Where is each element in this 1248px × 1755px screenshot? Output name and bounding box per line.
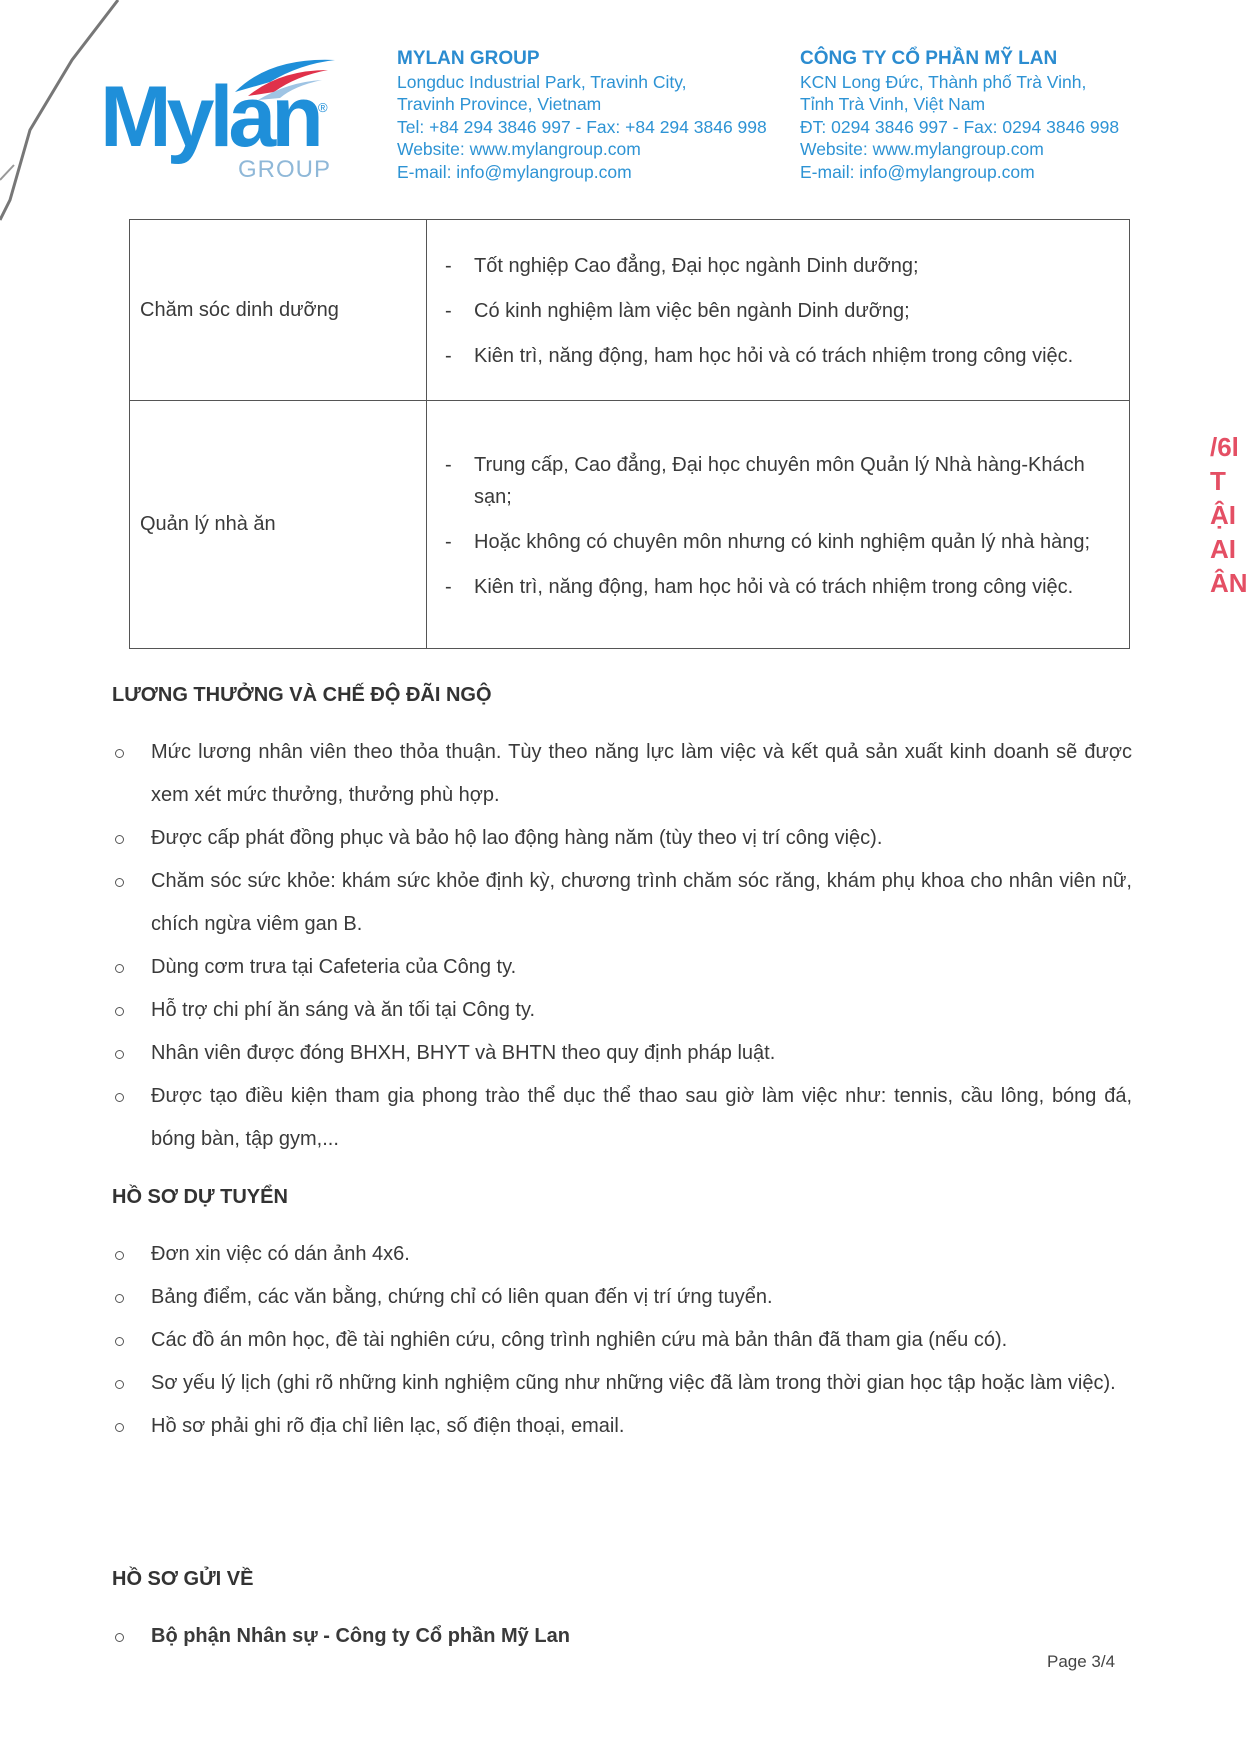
company-address-line: Longduc Industrial Park, Travinh City,: [397, 71, 687, 92]
page-number: Page 3/4: [1047, 1652, 1116, 1671]
company-name-vi: CÔNG TY CỔ PHẦN MỸ LAN: [800, 48, 1058, 69]
list-item: Được cấp phát đồng phục và bảo hộ lao động hàng năm (tùy theo vị trí công việc).: [112, 817, 1132, 860]
list-item: Mức lương nhân viên theo thỏa thuận. Tùy theo năng lực làm việc và kết quả sản xuất kinh doanh sẽ được xem xét mức thưởng, thưởng phù hợp.: [112, 731, 1132, 817]
circle-bullet-icon: [115, 1294, 124, 1303]
requirements-cell: [427, 220, 1130, 401]
mylan-logo: [100, 48, 340, 188]
company-website-line: Website: www.mylangroup.com: [397, 139, 641, 159]
logo-wordmark: Mylan: [100, 69, 319, 165]
send-to-list: [112, 1615, 1132, 1658]
company-phone-line: Tel: +84 294 3846 997 - Fax: +84 294 3846 998: [397, 116, 767, 137]
list-item: Bộ phận Nhân sự - Công ty Cổ phần Mỹ Lan: [112, 1615, 1132, 1658]
list-item: Hồ sơ phải ghi rõ địa chỉ liên lạc, số điện thoại, email.: [112, 1405, 1132, 1448]
list-item: - Hoặc không có chuyên môn nhưng có kinh nghiệm quản lý nhà hàng;: [445, 526, 1117, 558]
list-item: Hỗ trợ chi phí ăn sáng và ăn tối tại Công ty.: [112, 989, 1132, 1032]
list-item: Các đồ án môn học, đề tài nghiên cứu, công trình nghiên cứu mà bản thân đã tham gia (nếu có).: [112, 1319, 1132, 1362]
circle-bullet-icon: [115, 1380, 124, 1389]
circle-bullet-icon: [115, 878, 124, 887]
send-to-heading: HỒ SƠ GỬI VỀ: [112, 1568, 254, 1590]
list-item: - Tốt nghiệp Cao đẳng, Đại học ngành Dinh dưỡng;: [445, 250, 1117, 282]
company-name-en: MYLAN GROUP: [397, 48, 540, 69]
company-email-line: E-mail: info@mylangroup.com: [800, 161, 1035, 182]
list-item: Được tạo điều kiện tham gia phong trào thể dục thể thao sau giờ làm việc như: tennis, cầu lông, bóng đá, bóng bàn, tập gym,...: [112, 1075, 1132, 1161]
position-cell: Quản lý nhà ăn: [130, 401, 427, 649]
circle-bullet-icon: [115, 1251, 124, 1260]
red-stamp: /6l T ẬI AI ÂN: [1210, 432, 1248, 598]
company-email-line: E-mail: info@mylangroup.com: [397, 161, 632, 182]
company-address-line: Tỉnh Trà Vinh, Việt Nam: [800, 94, 986, 114]
list-item: - Có kinh nghiệm làm việc bên ngành Dinh dưỡng;: [445, 295, 1117, 327]
benefits-heading: LƯƠNG THƯỞNG VÀ CHẾ ĐỘ ĐÃI NGỘ: [112, 684, 492, 706]
list-item: Chăm sóc sức khỏe: khám sức khỏe định kỳ, chương trình chăm sóc răng, khám phụ khoa cho nhân viên nữ, chích ngừa viêm gan B.: [112, 860, 1132, 946]
circle-bullet-icon: [115, 749, 124, 758]
circle-bullet-icon: [115, 1093, 124, 1102]
list-item: Nhân viên được đóng BHXH, BHYT và BHTN theo quy định pháp luật.: [112, 1032, 1132, 1075]
list-item: Bảng điểm, các văn bằng, chứng chỉ có liên quan đến vị trí ứng tuyển.: [112, 1276, 1132, 1319]
application-list: [112, 1233, 1132, 1448]
circle-bullet-icon: [115, 1337, 124, 1346]
circle-bullet-icon: [115, 1050, 124, 1059]
company-info-en: [397, 48, 767, 183]
requirements-table: [129, 219, 1130, 649]
list-item: Đơn xin việc có dán ảnh 4x6.: [112, 1233, 1132, 1276]
table-row: [130, 401, 1130, 649]
circle-bullet-icon: [115, 835, 124, 844]
list-item: Dùng cơm trưa tại Cafeteria của Công ty.: [112, 946, 1132, 989]
company-address-line: Travinh Province, Vietnam: [397, 94, 602, 114]
circle-bullet-icon: [115, 1423, 124, 1432]
company-website-line: Website: www.mylangroup.com: [800, 139, 1044, 159]
list-item: - Kiên trì, năng động, ham học hỏi và có trách nhiệm trong công việc.: [445, 571, 1117, 603]
table-row: [130, 220, 1130, 401]
company-phone-line: ĐT: 0294 3846 997 - Fax: 0294 3846 998: [800, 116, 1120, 137]
registered-mark: ®: [318, 100, 328, 115]
list-item: - Trung cấp, Cao đẳng, Đại học chuyên môn Quản lý Nhà hàng-Khách sạn;: [445, 449, 1117, 513]
logo-subtitle: GROUP: [238, 156, 332, 183]
circle-bullet-icon: [115, 964, 124, 973]
circle-bullet-icon: [115, 1007, 124, 1016]
application-heading: HỒ SƠ DỰ TUYỂN: [112, 1186, 288, 1208]
position-cell: Chăm sóc dinh dưỡng: [130, 220, 427, 401]
benefits-list: [112, 731, 1132, 1161]
requirements-cell: [427, 401, 1130, 649]
list-item: Sơ yếu lý lịch (ghi rõ những kinh nghiệm cũng như những việc đã làm trong thời gian học tập hoặc làm việc).: [112, 1362, 1132, 1405]
list-item: - Kiên trì, năng động, ham học hỏi và có trách nhiệm trong công việc.: [445, 340, 1117, 372]
company-address-line: KCN Long Đức, Thành phố Trà Vinh,: [800, 71, 1087, 92]
circle-bullet-icon: [115, 1633, 124, 1642]
company-info-vi: [800, 48, 1119, 183]
